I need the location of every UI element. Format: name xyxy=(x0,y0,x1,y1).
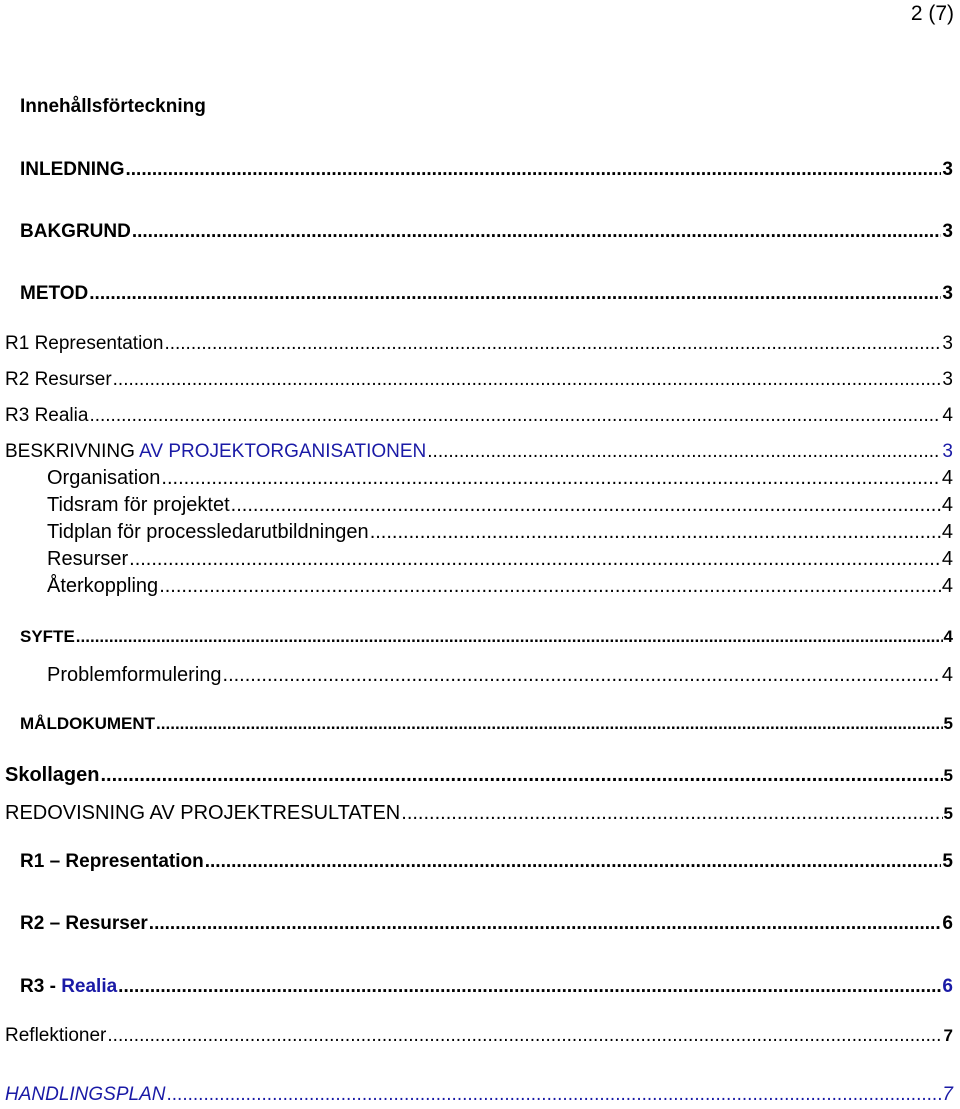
toc-entry-label: Skollagen xyxy=(5,764,100,786)
toc-entry-label: R1 – Representation xyxy=(20,851,204,872)
toc-entry-problemformulering[interactable] xyxy=(47,664,953,687)
toc-leader-dots xyxy=(231,494,941,517)
toc-entry-label: Tidplan för processledarutbildningen xyxy=(47,521,369,543)
toc-leader-dots xyxy=(205,851,942,873)
toc-entry-page: 6 xyxy=(942,976,953,997)
toc-leader-dots xyxy=(89,405,941,427)
toc-leader-dots xyxy=(427,441,941,463)
toc-entry-label xyxy=(5,441,426,463)
toc-entry-reflektioner[interactable] xyxy=(5,1025,953,1047)
toc-entry-label: R1 Representation xyxy=(5,333,164,354)
toc-entry-page: 3 xyxy=(942,159,953,180)
toc-leader-dots xyxy=(129,548,941,571)
toc-entry-page: 6 xyxy=(942,913,953,934)
toc-entry-page: 3 xyxy=(942,221,953,242)
page-number: 2 (7) xyxy=(910,2,954,25)
toc-entry-page: 5 xyxy=(943,714,953,733)
toc-entry-label: Resurser xyxy=(47,548,129,570)
toc-entry-page: 7 xyxy=(942,1084,953,1105)
toc-entry-label-link-part: AV PROJEKTORGANISATIONEN xyxy=(139,441,427,462)
toc-entry-r2-resurser-result[interactable] xyxy=(20,913,953,935)
toc-entry-inledning[interactable] xyxy=(20,159,953,181)
toc-entry-label: Organisation xyxy=(47,467,161,489)
toc-entry-page: 4 xyxy=(941,467,953,489)
toc-entry-label: R2 Resurser xyxy=(5,369,112,390)
toc-entry-organisation[interactable] xyxy=(47,467,953,490)
toc-entry-r3-realia[interactable] xyxy=(5,405,953,427)
toc-entry-page: 5 xyxy=(942,851,953,872)
toc-leader-dots xyxy=(76,627,943,647)
toc-entry-skollagen[interactable] xyxy=(5,764,953,787)
toc-entry-label: Tidsram för projektet xyxy=(47,494,230,516)
toc-entry-label-link-part: Realia xyxy=(61,976,118,997)
toc-entry-label: Återkoppling xyxy=(47,575,159,597)
toc-leader-dots xyxy=(167,1084,942,1106)
toc-entry-r3-realia-result[interactable] xyxy=(20,976,953,998)
toc-entry-page: 3 xyxy=(942,441,953,462)
toc-entry-label: R3 Realia xyxy=(5,405,89,426)
toc-entry-page: 4 xyxy=(941,548,953,570)
toc-leader-dots xyxy=(159,575,941,598)
toc-entry-resurser[interactable] xyxy=(47,548,953,571)
toc-entry-label: BAKGRUND xyxy=(20,221,131,242)
toc-entry-tidplan[interactable] xyxy=(47,521,953,544)
toc-entry-metod[interactable] xyxy=(20,283,953,305)
toc-entry-label: Reflektioner xyxy=(5,1025,107,1046)
toc-entry-r2-resurser[interactable] xyxy=(5,369,953,391)
toc-entry-syfte[interactable] xyxy=(20,627,953,647)
toc-entry-handlingsplan[interactable] xyxy=(5,1084,953,1106)
toc-leader-dots xyxy=(149,913,942,935)
toc-leader-dots xyxy=(113,369,942,391)
toc-entry-page: 4 xyxy=(941,664,953,686)
toc-leader-dots xyxy=(100,764,942,787)
toc-entry-page: 5 xyxy=(943,804,953,823)
toc-leader-dots xyxy=(156,714,942,734)
toc-entry-page: 4 xyxy=(943,627,953,646)
toc-title: Innehållsförteckning xyxy=(20,96,206,117)
toc-entry-label: HANDLINGSPLAN xyxy=(5,1084,166,1105)
toc-entry-label: Problemformulering xyxy=(47,664,222,686)
toc-entry-label xyxy=(20,976,117,998)
toc-entry-label-part: BESKRIVNING xyxy=(5,441,140,462)
toc-entry-label: MÅLDOKUMENT xyxy=(20,714,156,733)
toc-leader-dots xyxy=(118,976,941,998)
toc-leader-dots xyxy=(370,521,941,544)
toc-entry-bakgrund[interactable] xyxy=(20,221,953,243)
toc-entry-page: 4 xyxy=(941,575,953,597)
toc-entry-label-part: R3 - xyxy=(20,976,62,997)
toc-leader-dots xyxy=(161,467,940,490)
toc-leader-dots xyxy=(126,159,942,181)
toc-entry-page: 5 xyxy=(943,766,953,785)
toc-entry-label: SYFTE xyxy=(20,627,75,646)
toc-leader-dots xyxy=(401,802,942,825)
toc-entry-maldokument[interactable] xyxy=(20,714,953,734)
toc-entry-page: 3 xyxy=(942,333,953,354)
toc-entry-page: 7 xyxy=(943,1026,953,1045)
toc-entry-page: 4 xyxy=(941,494,953,516)
toc-leader-dots xyxy=(164,333,941,355)
toc-entry-page: 3 xyxy=(942,283,953,304)
toc-entry-beskrivning[interactable] xyxy=(5,441,953,463)
toc-leader-dots xyxy=(223,664,941,687)
toc-entry-redovisning[interactable] xyxy=(5,802,953,825)
toc-leader-dots xyxy=(132,221,942,243)
toc-entry-label: REDOVISNING AV PROJEKTRESULTATEN xyxy=(5,802,401,824)
toc-entry-label: INLEDNING xyxy=(20,159,125,180)
toc-entry-r1-representation-result[interactable] xyxy=(20,851,953,873)
toc-entry-aterkoppling[interactable] xyxy=(47,575,953,598)
toc-entry-label: METOD xyxy=(20,283,89,304)
toc-entry-page: 3 xyxy=(942,369,953,390)
toc-entry-page: 4 xyxy=(941,521,953,543)
toc-leader-dots xyxy=(107,1025,942,1047)
toc-entry-tidsram[interactable] xyxy=(47,494,953,517)
toc-leader-dots xyxy=(89,283,941,305)
toc-entry-label: R2 – Resurser xyxy=(20,913,148,934)
toc-entry-page: 4 xyxy=(942,405,953,426)
toc-entry-r1-representation[interactable] xyxy=(5,333,953,355)
